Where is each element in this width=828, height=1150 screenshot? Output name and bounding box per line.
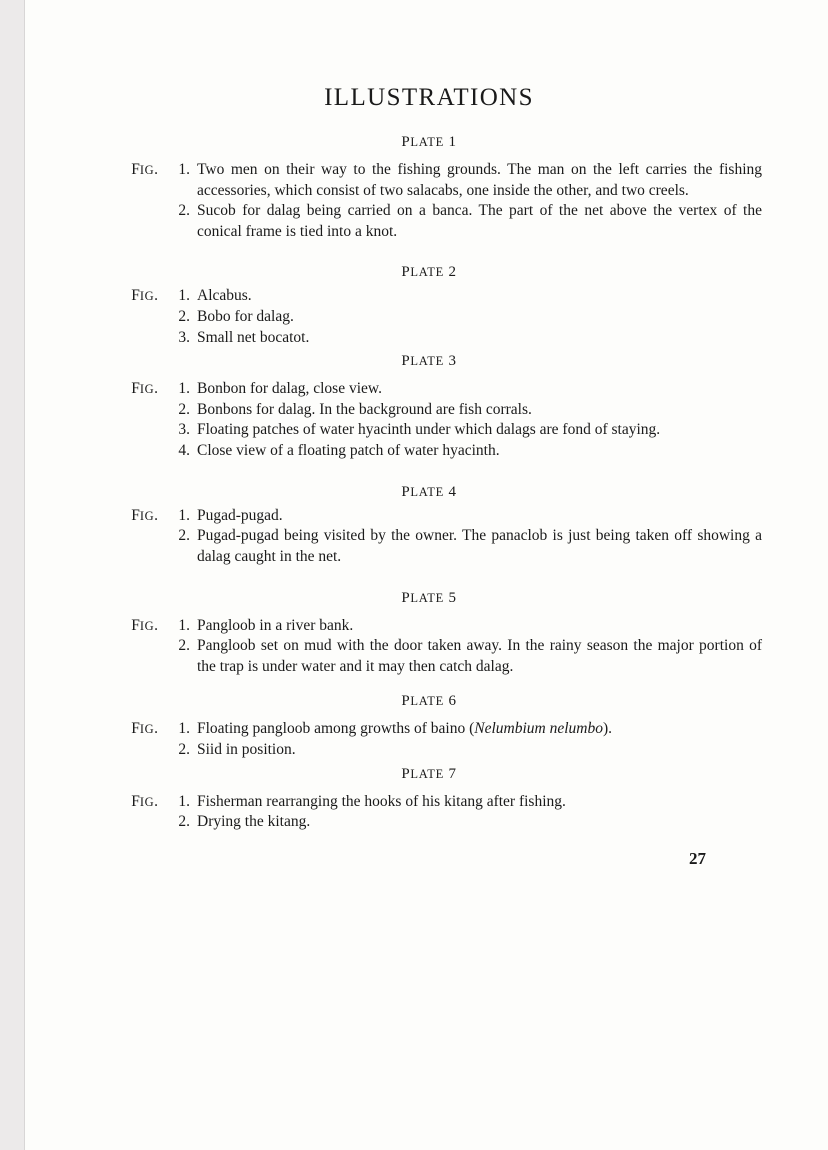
species-name: Nelumbium nelumbo xyxy=(474,720,603,738)
plate-heading-1-p: P xyxy=(401,134,411,150)
page-number: 27 xyxy=(689,848,706,868)
plate-heading-7-rest: LATE xyxy=(410,766,445,781)
entry-number: 3. xyxy=(178,328,190,346)
entry-text: Pugad-pugad. xyxy=(197,506,283,524)
list-item xyxy=(96,526,762,567)
entry-number: 1. xyxy=(178,380,190,398)
fig-label: FIG. xyxy=(131,506,158,524)
plate-heading-5-num: 5 xyxy=(448,589,457,606)
plate-heading-3 xyxy=(96,353,762,370)
fig-label: FIG. xyxy=(131,720,158,738)
list-item xyxy=(96,400,762,421)
plate-heading-2 xyxy=(96,264,762,281)
plate-heading-6 xyxy=(96,693,762,710)
list-item xyxy=(96,201,762,242)
list-item xyxy=(96,812,762,833)
entry-number: 2. xyxy=(178,400,190,418)
plate-heading-3-num: 3 xyxy=(448,353,457,370)
entry-number: 1. xyxy=(178,616,190,634)
entry-text: Alcabus. xyxy=(197,287,252,305)
entry-text: Siid in position. xyxy=(197,740,296,758)
plate-heading-3-rest: LATE xyxy=(410,354,445,369)
entry-text: Small net bocatot. xyxy=(197,328,310,346)
plate-heading-4-p: P xyxy=(401,483,411,500)
fig-label: FIG. xyxy=(131,380,158,398)
page-title: ILLUSTRATIONS xyxy=(324,84,534,111)
list-item xyxy=(96,286,762,307)
plate-heading-4-num: 4 xyxy=(448,483,457,500)
entry-text: Pugad-pugad being visited by the owner. The panaclob is just being taken off showing a dalag caught in the net. xyxy=(197,527,762,565)
entry-number: 1. xyxy=(178,161,190,178)
entry-text: Fisherman rearranging the hooks of his kitang after fishing. xyxy=(197,792,566,810)
entry-number: 1. xyxy=(178,792,190,810)
plate-heading-5-rest: LATE xyxy=(410,590,445,605)
plate-heading-1-rest: LATE xyxy=(410,135,445,149)
entry-text: Pangloob in a river bank. xyxy=(197,616,354,634)
list-item xyxy=(96,616,762,637)
list-item xyxy=(96,506,762,527)
entry-text: Drying the kitang. xyxy=(197,813,311,831)
entry-text: Bonbon for dalag, close view. xyxy=(197,380,382,398)
list-item xyxy=(96,160,762,201)
entry-number: 2. xyxy=(178,527,190,545)
entry-text: Bonbons for dalag. In the background are fish corrals. xyxy=(197,400,532,418)
list-item xyxy=(96,307,762,328)
entry-number: 2. xyxy=(178,813,190,831)
list-item xyxy=(96,328,762,349)
entry-number: 1. xyxy=(178,720,190,738)
entry-number: 2. xyxy=(178,202,190,220)
plate-heading-4 xyxy=(96,484,762,501)
entry-text-suffix: ). xyxy=(602,720,613,738)
entry-text: Sucob for dalag being carried on a banca. The part of the net above the vertex of the conical frame is tied into a knot. xyxy=(197,202,762,240)
entry-number: 1. xyxy=(178,287,190,305)
entry-text xyxy=(197,719,762,740)
entry-text-prefix: Floating pangloob among growths of baino ( xyxy=(197,720,475,738)
list-item xyxy=(96,719,762,740)
plate-heading-5-p: P xyxy=(401,589,411,606)
plate-heading-6-p: P xyxy=(401,693,411,710)
entry-text: Bobo for dalag. xyxy=(197,308,294,326)
page-margin-strip xyxy=(0,0,25,1150)
entry-text: Close view of a floating patch of water hyacinth. xyxy=(197,442,500,460)
fig-label: FIG. xyxy=(131,287,158,305)
plate-heading-6-rest: LATE xyxy=(410,694,445,709)
plate-heading-2-rest: LATE xyxy=(410,265,445,280)
plate-heading-6-num: 6 xyxy=(448,693,457,710)
entry-number: 1. xyxy=(178,506,190,524)
entry-number: 3. xyxy=(178,421,190,439)
list-item xyxy=(96,420,762,441)
plate-heading-1 xyxy=(96,134,762,151)
plate-heading-4-rest: LATE xyxy=(410,484,445,499)
plate-heading-2-num: 2 xyxy=(448,264,457,281)
fig-label: FIG. xyxy=(131,792,158,810)
document-content xyxy=(96,84,762,869)
fig-label: FIG. xyxy=(131,616,158,634)
entry-text: Two men on their way to the fishing grounds. The man on the left carries the fishing accessories, which consist of two salacabs, one inside the other, and two creels. xyxy=(197,161,762,199)
plate-heading-3-p: P xyxy=(401,353,411,370)
list-item xyxy=(96,636,762,677)
fig-label: FIG. xyxy=(131,161,158,178)
plate-heading-1-num: 1 xyxy=(448,134,457,150)
plate-heading-2-p: P xyxy=(401,264,411,281)
entry-number: 2. xyxy=(178,637,190,655)
entry-text: Floating patches of water hyacinth under which dalags are fond of staying. xyxy=(197,421,661,439)
list-item xyxy=(96,441,762,462)
entry-number: 2. xyxy=(178,740,190,758)
entry-text: Pangloob set on mud with the door taken away. In the rainy season the major portion of the trap is under water and it may then catch dalag. xyxy=(197,637,762,675)
plate-heading-5 xyxy=(96,590,762,607)
list-item xyxy=(96,379,762,400)
entry-number: 4. xyxy=(178,442,190,460)
entry-number: 2. xyxy=(178,308,190,326)
plate-heading-7 xyxy=(96,766,762,783)
list-item xyxy=(96,792,762,813)
list-item xyxy=(96,740,762,761)
plate-heading-7-num: 7 xyxy=(448,765,457,782)
plate-heading-7-p: P xyxy=(401,765,411,782)
